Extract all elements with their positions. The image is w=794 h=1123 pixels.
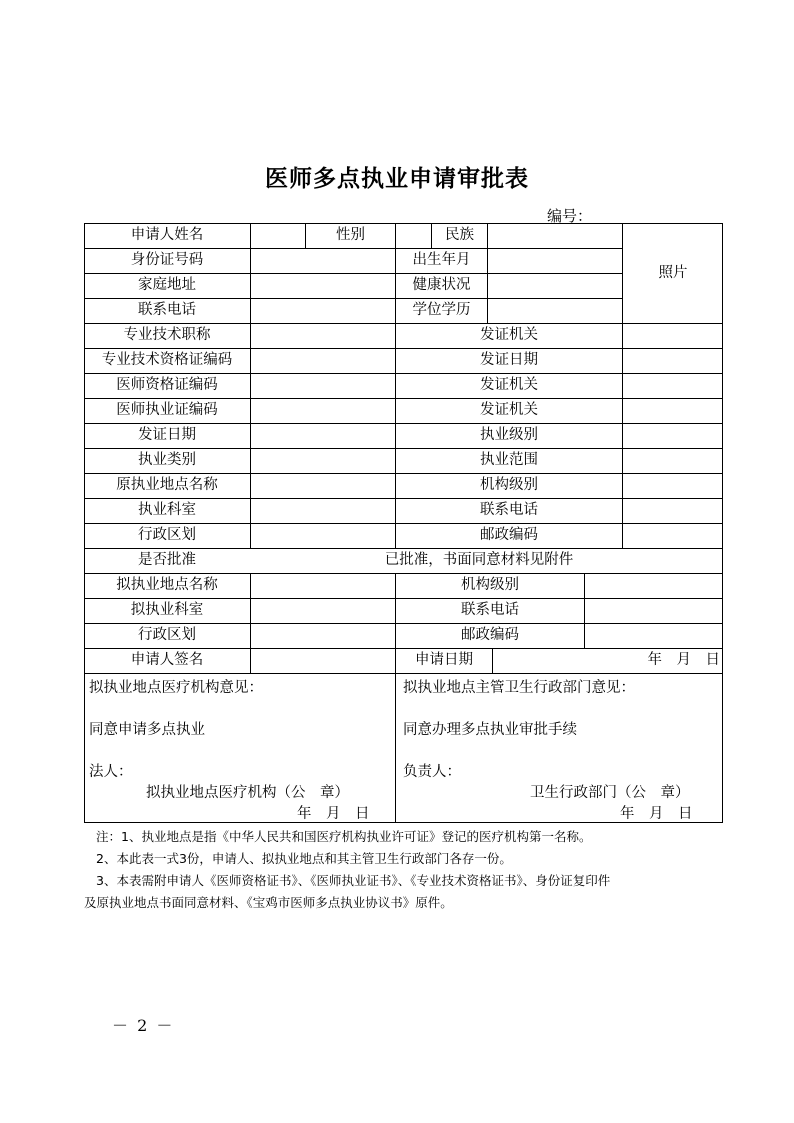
- signature-label: 申请人签名: [130, 652, 204, 668]
- note-line: 注：1、执业地点是指《中华人民共和国医疗机构执业许可证》登记的医疗机构第一名称。: [96, 829, 592, 844]
- degree-label: 学位学历: [412, 302, 471, 318]
- practice-scope-label: 执业范围: [480, 452, 538, 468]
- contact-phone-label: 联系电话: [480, 502, 538, 518]
- institution-opinion-heading: 拟执业地点医疗机构意见：: [89, 680, 263, 696]
- new-site-name-label: 拟执业地点名称: [116, 577, 218, 593]
- admin-area-label: 行政区划: [138, 627, 196, 643]
- gender-label: 性别: [336, 227, 365, 243]
- health-dept-seal-label: 卫生行政部门（公 章）: [530, 785, 690, 801]
- institution-level-label: 机构级别: [480, 477, 538, 493]
- institution-seal-label: 拟执业地点医疗机构（公 章）: [146, 785, 349, 801]
- postcode-label: 邮政编码: [461, 627, 519, 643]
- phone-label: 联系电话: [138, 302, 196, 318]
- notes-section: [84, 826, 724, 914]
- health-dept-date: 年 月 日: [620, 806, 693, 822]
- birth-label: 出生年月: [412, 252, 471, 268]
- qualification-cert-number-label: 医师资格证编码: [116, 377, 218, 393]
- responsible-person-label: 负责人：: [403, 764, 461, 780]
- address-label: 家庭地址: [138, 277, 196, 293]
- practice-cert-number-label: 医师执业证编码: [116, 402, 218, 418]
- practice-type-label: 执业类别: [138, 452, 196, 468]
- new-dept-label: 拟执业科室: [130, 602, 204, 618]
- page-number: － 2 －: [112, 1016, 175, 1035]
- form-title: 医师多点执业申请审批表: [265, 165, 529, 192]
- original-site-name-label: 原执业地点名称: [116, 477, 218, 493]
- note-line: 2、本此表一式3份，申请人、拟执业地点和其主管卫生行政部门各存一份。: [96, 851, 512, 866]
- tech-title-label: 专业技术职称: [123, 327, 211, 343]
- apply-date-label: 申请日期: [415, 652, 473, 668]
- practice-dept-label: 执业科室: [138, 502, 196, 518]
- issuer-label: 发证机关: [480, 327, 538, 343]
- legal-rep-label: 法人：: [89, 764, 133, 780]
- ethnicity-label: 民族: [445, 227, 474, 243]
- postcode-label: 邮政编码: [480, 527, 538, 543]
- note-line: 3、本表需附申请人《医师资格证书》、《医师执业证书》、《专业技术资格证书》、身份证复印件: [96, 873, 611, 888]
- issue-date-label: 发证日期: [138, 427, 196, 443]
- approved-question-label: 是否批准: [138, 552, 196, 568]
- tech-cert-number-label: 专业技术资格证编码: [101, 352, 233, 368]
- institution-opinion-body: 同意申请多点执业: [89, 722, 205, 738]
- issuer-label: 发证机关: [480, 377, 538, 393]
- apply-date-value: 年 月 日: [647, 652, 720, 668]
- application-form-table: [84, 223, 723, 823]
- admin-area-label: 行政区划: [138, 527, 196, 543]
- approved-answer: 已批准，书面同意材料见附件: [384, 552, 574, 568]
- id-number-label: 身份证号码: [130, 252, 204, 268]
- health-dept-opinion-body: 同意办理多点执业审批手续: [403, 722, 577, 738]
- health-label: 健康状况: [412, 277, 471, 293]
- serial-number-label: 编号：: [547, 207, 593, 225]
- practice-level-label: 执业级别: [480, 427, 538, 443]
- institution-date: 年 月 日: [297, 806, 370, 822]
- institution-level-label: 机构级别: [461, 577, 519, 593]
- health-dept-opinion-heading: 拟执业地点主管卫生行政部门意见：: [403, 680, 635, 696]
- name-label: 申请人姓名: [130, 227, 204, 243]
- issuer-label: 发证机关: [480, 402, 538, 418]
- photo-label: 照片: [658, 265, 688, 281]
- issue-date-label: 发证日期: [480, 352, 538, 368]
- note-line: 及原执业地点书面同意材料、《宝鸡市医师多点执业协议书》原件。: [84, 895, 453, 910]
- contact-phone-label: 联系电话: [461, 602, 519, 618]
